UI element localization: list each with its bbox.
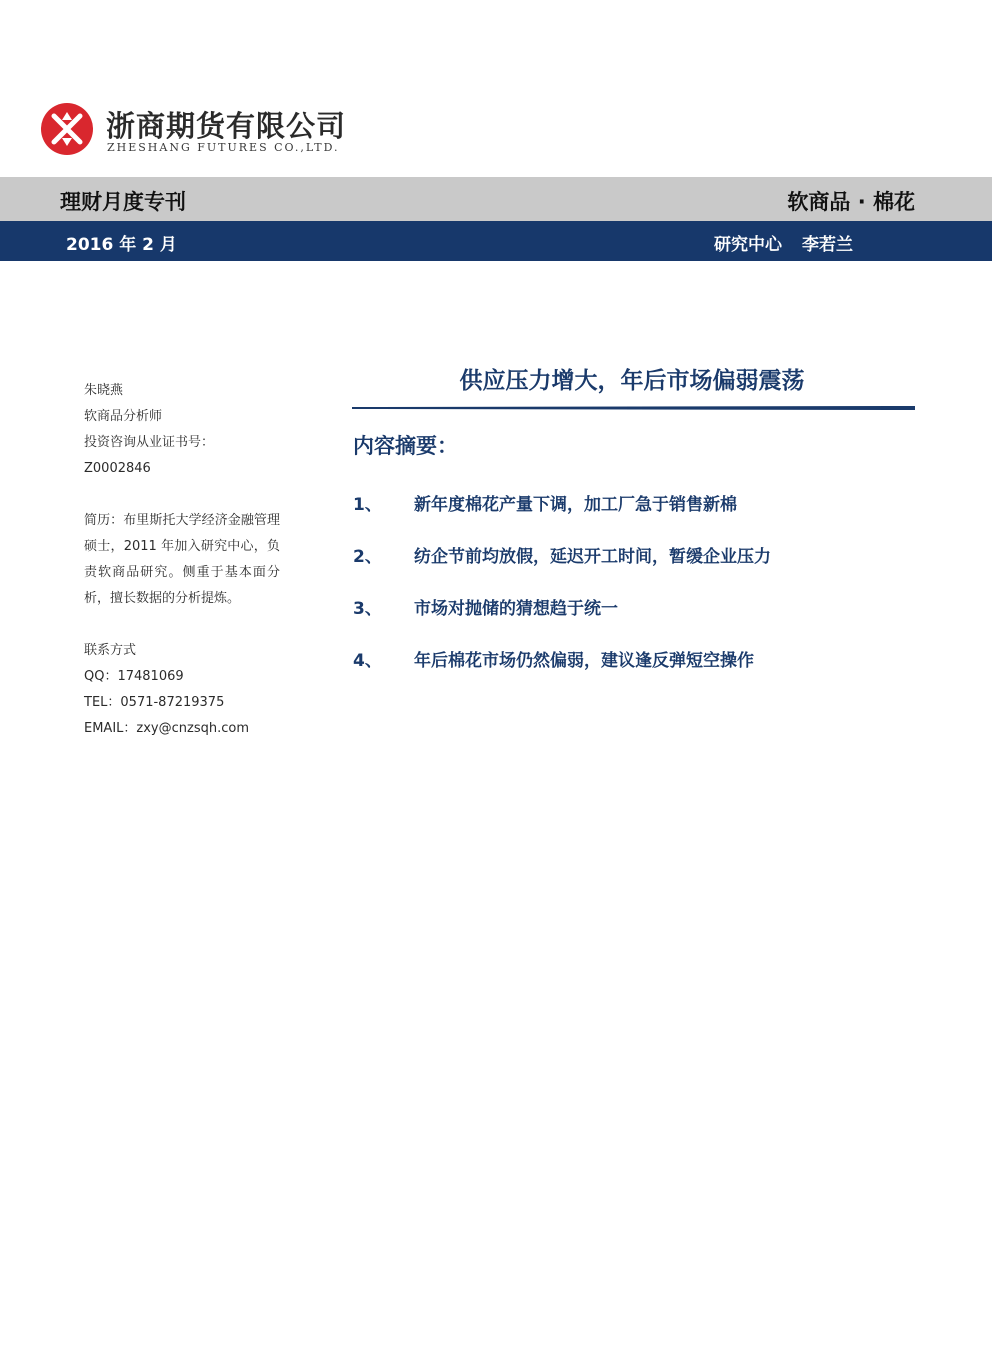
contact-tel: TEL：0571-87219375 [84,695,225,710]
analyst-sidebar [84,378,284,742]
analyst-bio: 简历：布里斯托大学经济金融管理硕士，2011 年加入研究中心，负责软商品研究。侧重于基本面分析，擅长数据的分析提炼。 [84,513,280,606]
author-line [714,230,853,255]
contact-qq: QQ：17481069 [84,669,184,684]
point-number: 3、 [353,599,382,619]
point-text: 年后棉花市场仍然偏弱，建议逢反弹短空操作 [414,651,754,671]
point-number: 2、 [353,547,382,567]
point-text: 新年度棉花产量下调，加工厂急于销售新棉 [414,495,737,515]
contact-email[interactable]: EMAIL：zxy@cnzsqh.com [84,721,249,736]
department-label: 研究中心 [714,235,782,255]
report-date: 2016 年 2 月 [66,235,177,255]
company-name-en: ZHESHANG FUTURES CO.,LTD. [107,141,340,154]
summary-point [353,646,913,698]
summary-point [353,594,913,646]
cert-label: 投资咨询从业证书号： [84,435,215,450]
publication-band [0,177,992,221]
report-title: 供应压力增大，年后市场偏弱震荡 [459,368,805,394]
analyst-title: 软商品分析师 [84,409,163,424]
company-logo [40,102,347,162]
point-text: 纺企节前均放假，延迟开工时间，暂缓企业压力 [414,547,771,567]
point-number: 1、 [353,495,382,515]
point-text: 市场对抛储的猜想趋于统一 [414,599,618,619]
summary-point [353,542,913,594]
contact-label: 联系方式 [84,643,137,658]
analyst-name: 朱晓燕 [84,383,124,398]
company-name-cn: 浙商期货有限公司 [106,109,347,143]
summary-points [353,490,913,698]
cert-number: Z0002846 [84,461,151,476]
author-name: 李若兰 [802,235,853,255]
publication-title: 理财月度专刊 [60,190,186,214]
title-divider [352,406,915,410]
date-author-band [0,221,992,261]
point-number: 4、 [353,651,382,671]
zheshang-logo-icon [40,102,94,156]
category-label: 软商品 · 棉花 [787,190,915,214]
summary-heading: 内容摘要： [353,434,458,458]
summary-point [353,490,913,542]
